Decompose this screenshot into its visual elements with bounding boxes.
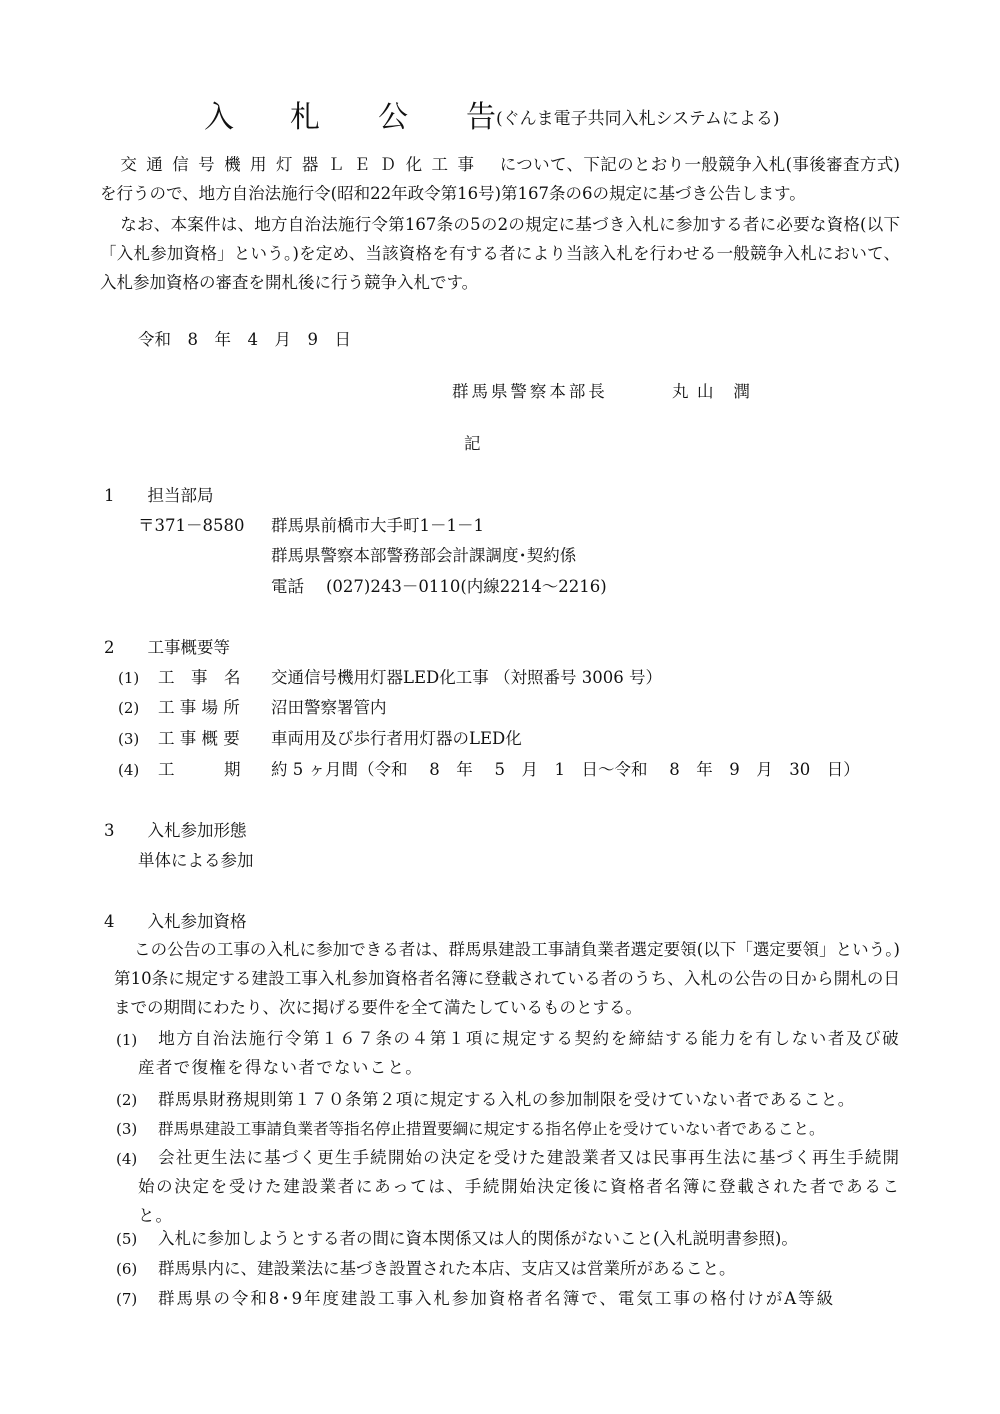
phone-label: 電話 [271,577,304,596]
qualification-item-num: (7) [116,1290,138,1308]
overview-item-label: 工 事 名 [158,668,241,687]
overview-item-value: 交通信号機用灯器LED化工事 （対照番号 3006 号） [271,668,662,687]
qualification-item-num: (1) [116,1031,138,1049]
overview-item-num: (2) [118,699,140,717]
section-4-body-text: この公告の工事の入札に参加できる者は、群馬県建設工事請負業者選定要領(以下「選定要領」という。)第10条に規定する建設工事入札参加資格者名簿に登載されている者のうち、入札の公告の日から開札の日までの期間にわたり、次に掲げる要件を全て満たしているものとする。 [114,940,900,1017]
qualification-item-text [138,1143,900,1230]
qualification-item-7: 群馬県の令和8･9年度建設工事入札参加資格者名簿で、電気工事の格付けがA等級 [158,1289,836,1308]
notice-date: 令和 8 年 4 月 9 日 [138,330,351,349]
title-char-2: 札 [290,100,320,135]
qualification-item-3: 群馬県建設工事請負業者等指名停止措置要綱に規定する指名停止を受けていない者であること。 [158,1120,825,1138]
overview-item-value: 約 5 ヶ月間（令和 8 年 5 月 1 日～令和 8 年 9 月 30 日） [271,760,860,779]
intro-paragraph-1 [100,150,900,208]
qualification-item-text [138,1024,900,1082]
qualification-item-num: (6) [116,1260,138,1278]
ki-marker: 記 [464,434,481,453]
section-1-heading: 1 担当部局 [104,486,214,505]
qualification-item-num: (5) [116,1230,138,1248]
section-4-body [114,935,900,1022]
qualification-item-num: (4) [116,1150,138,1168]
overview-item-label: 工 事 場 所 [158,698,240,717]
qualification-item-1: 地方自治法施行令第１６７条の４第１項に規定する契約を締結する能力を有しない者及び破産者で復権を得ない者でないこと。 [138,1029,900,1077]
qualification-item-5: 入札に参加しようとする者の間に資本関係又は人的関係がないこと(入札説明書参照)。 [158,1229,798,1248]
postal-code: 〒371－8580 [138,516,245,535]
overview-item-num: (1) [118,669,140,687]
section-4-heading: 4 入札参加資格 [104,912,247,931]
overview-item-value: 車両用及び歩行者用灯器のLED化 [271,729,522,748]
qualification-item-4: 会社更生法に基づく更生手続開始の決定を受けた建設業者又は民事再生法に基づく再生手続開始の決定を受けた建設業者にあっては、手続開始決定後に資格者名簿に登載された者であること。 [138,1148,900,1225]
title-char-3: 公 [378,100,408,135]
section-3-body: 単体による参加 [138,851,254,870]
intro-paragraph-1-text: について、下記のとおり一般競争入札(事後審査方式)を行うので、地方自治法施行令(昭和22年政令第16号)第167条の6の規定に基づき公告します。 [100,155,900,203]
overview-item-num: (4) [118,761,140,779]
qualification-item-2: 群馬県財務規則第１７０条第２項に規定する入札の参加制限を受けていない者であること。 [158,1090,855,1109]
overview-item-value: 沼田警察署管内 [271,698,387,717]
title-char-4: 告 [466,100,496,135]
title-subtitle: (ぐんま電子共同入札システムによる) [496,109,780,129]
issuer-name: 丸 山 潤 [672,382,752,401]
overview-item-label: 工 事 概 要 [158,729,240,748]
qualification-item-num: (3) [116,1120,138,1138]
phone-number: (027)243－0110(内線2214～2216) [326,577,607,596]
overview-item-label: 工 期 [158,760,241,779]
intro-paragraph-2-text: なお、本案件は、地方自治法施行令第167条の5の2の規定に基づき入札に参加する者に必要な資格(以下「入札参加資格」という。)を定め、当該資格を有する者により当該入札を行わせる一般競争入札において、入札参加資格の審査を開札後に行う競争入札です。 [100,215,900,292]
office-department: 群馬県警察本部警務部会計課調度･契約係 [271,546,577,565]
section-3-heading: 3 入札参加形態 [104,821,247,840]
office-address: 群馬県前橋市大手町1－1－1 [271,516,484,535]
title-char-1: 入 [204,100,234,135]
qualification-item-num: (2) [116,1091,138,1109]
intro-paragraph-2 [100,210,900,297]
project-name-inline: 交通信号機用灯器ＬＥＤ化工事 [120,155,484,174]
section-2-heading: 2 工事概要等 [104,638,230,657]
qualification-item-6: 群馬県内に、建設業法に基づき設置された本店、支店又は営業所があること。 [158,1259,736,1278]
issuer-title: 群馬県警察本部長 [452,382,608,401]
overview-item-num: (3) [118,730,140,748]
